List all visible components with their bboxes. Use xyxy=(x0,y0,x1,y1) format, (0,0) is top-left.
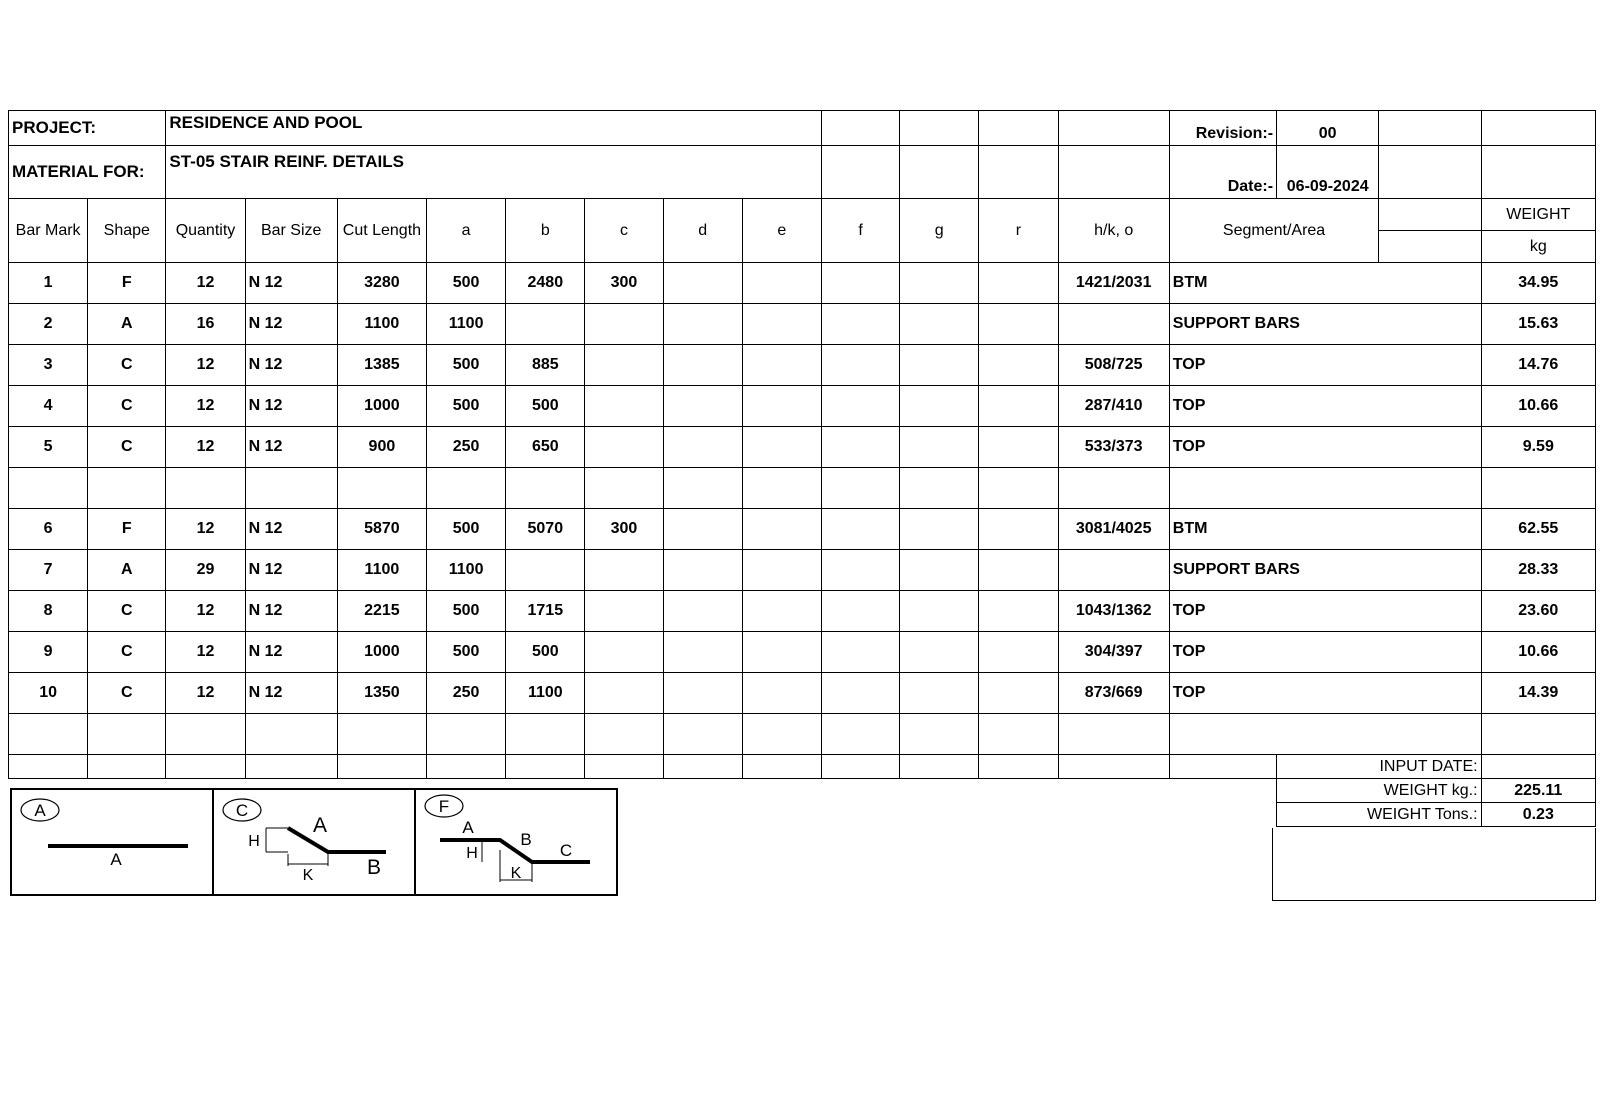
cell-cut: 1000 xyxy=(337,386,426,427)
cell-shape xyxy=(88,468,166,509)
cell-qty xyxy=(166,714,245,755)
shape-c-label-a: A xyxy=(312,814,328,837)
cell-r xyxy=(979,591,1058,632)
col-cut-length: Cut Length xyxy=(337,199,426,263)
cell-r xyxy=(979,427,1058,468)
material-label: MATERIAL FOR: xyxy=(9,146,166,199)
input-date-row xyxy=(9,755,1596,779)
cell-size: N 12 xyxy=(245,386,337,427)
material-row xyxy=(9,146,1596,199)
col-c: c xyxy=(585,199,663,263)
col-b: b xyxy=(506,199,585,263)
cell-b xyxy=(506,468,585,509)
cell-d xyxy=(663,550,742,591)
cell-mark: 2 xyxy=(9,304,88,345)
cell-weight xyxy=(1481,714,1595,755)
cell-weight: 15.63 xyxy=(1481,304,1595,345)
shape-c-label-h: H xyxy=(248,833,260,850)
cell-qty: 12 xyxy=(166,591,245,632)
cell-e xyxy=(742,304,821,345)
cell-cut: 1350 xyxy=(337,673,426,714)
cell-d xyxy=(663,468,742,509)
column-header-row xyxy=(9,199,1596,231)
cell-r xyxy=(979,632,1058,673)
cell-segment: SUPPORT BARS xyxy=(1169,304,1481,345)
shape-f-label-b: B xyxy=(520,830,532,849)
shape-f-label-h: H xyxy=(466,845,478,862)
cell-a: 500 xyxy=(427,345,506,386)
cell-hk: 873/669 xyxy=(1058,673,1169,714)
cell-r xyxy=(979,263,1058,304)
cell-segment xyxy=(1169,714,1481,755)
cell-c xyxy=(585,714,663,755)
cell-f xyxy=(821,304,899,345)
shape-a-label-a: A xyxy=(110,850,122,869)
cell-r xyxy=(979,509,1058,550)
shape-c-diagram xyxy=(212,788,416,896)
cell-weight: 34.95 xyxy=(1481,263,1595,304)
shape-f-label-a: A xyxy=(462,818,474,837)
summary-notes-box xyxy=(1272,828,1596,901)
table-row xyxy=(9,550,1596,591)
cell-qty xyxy=(166,468,245,509)
cell-segment xyxy=(1169,468,1481,509)
cell-r xyxy=(979,714,1058,755)
cell-g xyxy=(900,263,979,304)
cell-r xyxy=(979,673,1058,714)
cell-c xyxy=(585,427,663,468)
cell-f xyxy=(821,591,899,632)
cell-b: 1715 xyxy=(506,591,585,632)
col-segment-area: Segment/Area xyxy=(1169,199,1379,263)
cell-e xyxy=(742,345,821,386)
cell-d xyxy=(663,714,742,755)
table-row xyxy=(9,632,1596,673)
shape-f-label-c: C xyxy=(559,841,573,860)
cell-shape: A xyxy=(88,304,166,345)
weight-kg-label: WEIGHT kg.: xyxy=(1277,779,1482,803)
cell-hk xyxy=(1058,550,1169,591)
table-row xyxy=(9,468,1596,509)
cell-a: 1100 xyxy=(427,304,506,345)
col-shape: Shape xyxy=(88,199,166,263)
cell-weight: 62.55 xyxy=(1481,509,1595,550)
cell-shape: A xyxy=(88,550,166,591)
cell-d xyxy=(663,386,742,427)
cell-d xyxy=(663,509,742,550)
cell-a xyxy=(427,714,506,755)
cell-segment: TOP xyxy=(1169,591,1481,632)
cell-shape: C xyxy=(88,345,166,386)
cell-d xyxy=(663,427,742,468)
material-value: ST-05 STAIR REINF. DETAILS xyxy=(166,146,822,199)
revision-label: Revision:- xyxy=(1169,111,1276,146)
col-hk-o: h/k, o xyxy=(1058,199,1169,263)
cell-cut: 1000 xyxy=(337,632,426,673)
cell-c xyxy=(585,632,663,673)
shape-a-diagram xyxy=(10,788,214,896)
cell-size: N 12 xyxy=(245,427,337,468)
cell-d xyxy=(663,263,742,304)
cell-weight xyxy=(1481,468,1595,509)
col-r: r xyxy=(979,199,1058,263)
cell-segment: TOP xyxy=(1169,632,1481,673)
cell-f xyxy=(821,509,899,550)
shape-f-tag: F xyxy=(438,797,450,816)
cell-d xyxy=(663,632,742,673)
cell-g xyxy=(900,714,979,755)
cell-size: N 12 xyxy=(245,673,337,714)
project-row xyxy=(9,111,1596,146)
cell-a: 500 xyxy=(427,632,506,673)
col-bar-size: Bar Size xyxy=(245,199,337,263)
revision-value: 00 xyxy=(1277,111,1379,146)
date-label: Date:- xyxy=(1169,146,1276,199)
cell-shape: C xyxy=(88,673,166,714)
col-weight-unit: kg xyxy=(1481,231,1595,263)
cell-shape: C xyxy=(88,591,166,632)
cell-e xyxy=(742,591,821,632)
cell-f xyxy=(821,714,899,755)
input-date-label: INPUT DATE: xyxy=(1277,755,1482,779)
table-row xyxy=(9,263,1596,304)
cell-hk xyxy=(1058,714,1169,755)
shape-c-label-k: K xyxy=(302,867,314,884)
cell-shape: F xyxy=(88,263,166,304)
cell-segment: SUPPORT BARS xyxy=(1169,550,1481,591)
cell-weight: 14.39 xyxy=(1481,673,1595,714)
cell-e xyxy=(742,468,821,509)
shape-c-tag: C xyxy=(235,801,249,820)
cell-mark: 5 xyxy=(9,427,88,468)
cell-weight: 10.66 xyxy=(1481,632,1595,673)
cell-hk: 1421/2031 xyxy=(1058,263,1169,304)
cell-g xyxy=(900,345,979,386)
cell-segment: TOP xyxy=(1169,345,1481,386)
table-row xyxy=(9,673,1596,714)
cell-b: 885 xyxy=(506,345,585,386)
col-g: g xyxy=(900,199,979,263)
col-weight: WEIGHT xyxy=(1481,199,1595,231)
cell-r xyxy=(979,386,1058,427)
cell-qty: 29 xyxy=(166,550,245,591)
cell-shape xyxy=(88,714,166,755)
cell-c xyxy=(585,468,663,509)
shape-c-label-b: B xyxy=(366,856,382,879)
shape-f-diagram xyxy=(414,788,618,896)
cell-e xyxy=(742,550,821,591)
cell-c xyxy=(585,345,663,386)
cell-a: 500 xyxy=(427,591,506,632)
project-label: PROJECT: xyxy=(9,111,166,146)
cell-g xyxy=(900,427,979,468)
cell-weight: 9.59 xyxy=(1481,427,1595,468)
cell-shape: C xyxy=(88,427,166,468)
cell-g xyxy=(900,591,979,632)
cell-qty: 12 xyxy=(166,673,245,714)
cell-mark: 8 xyxy=(9,591,88,632)
cell-cut: 1385 xyxy=(337,345,426,386)
cell-weight: 10.66 xyxy=(1481,386,1595,427)
shape-legend xyxy=(10,788,616,894)
cell-d xyxy=(663,345,742,386)
cell-b xyxy=(506,550,585,591)
date-value: 06-09-2024 xyxy=(1277,146,1379,199)
cell-cut: 1100 xyxy=(337,304,426,345)
cell-f xyxy=(821,263,899,304)
weight-tons-value: 0.23 xyxy=(1481,803,1595,827)
cell-g xyxy=(900,632,979,673)
cell-segment: BTM xyxy=(1169,263,1481,304)
cell-size: N 12 xyxy=(245,509,337,550)
cell-f xyxy=(821,632,899,673)
cell-mark: 10 xyxy=(9,673,88,714)
cell-r xyxy=(979,468,1058,509)
table-row xyxy=(9,591,1596,632)
cell-f xyxy=(821,550,899,591)
cell-c: 300 xyxy=(585,509,663,550)
table-row xyxy=(9,386,1596,427)
cell-g xyxy=(900,468,979,509)
cell-b xyxy=(506,304,585,345)
cell-cut xyxy=(337,714,426,755)
cell-hk: 1043/1362 xyxy=(1058,591,1169,632)
cell-cut: 1100 xyxy=(337,550,426,591)
cell-qty: 12 xyxy=(166,345,245,386)
cell-cut xyxy=(337,468,426,509)
cell-mark: 7 xyxy=(9,550,88,591)
weight-tons-label: WEIGHT Tons.: xyxy=(1277,803,1482,827)
cell-cut: 2215 xyxy=(337,591,426,632)
cell-mark: 6 xyxy=(9,509,88,550)
cell-b: 500 xyxy=(506,632,585,673)
cell-f xyxy=(821,386,899,427)
cell-size: N 12 xyxy=(245,550,337,591)
shape-a-tag: A xyxy=(34,801,46,820)
cell-a: 500 xyxy=(427,386,506,427)
cell-hk: 304/397 xyxy=(1058,632,1169,673)
cell-size: N 12 xyxy=(245,632,337,673)
col-f: f xyxy=(821,199,899,263)
bar-schedule-table xyxy=(8,110,1596,827)
cell-a: 250 xyxy=(427,673,506,714)
cell-b: 2480 xyxy=(506,263,585,304)
cell-mark: 3 xyxy=(9,345,88,386)
project-value: RESIDENCE AND POOL xyxy=(166,111,822,146)
cell-g xyxy=(900,386,979,427)
col-e: e xyxy=(742,199,821,263)
cell-r xyxy=(979,550,1058,591)
cell-cut: 5870 xyxy=(337,509,426,550)
cell-hk: 508/725 xyxy=(1058,345,1169,386)
cell-c xyxy=(585,591,663,632)
cell-r xyxy=(979,345,1058,386)
cell-shape: C xyxy=(88,632,166,673)
cell-hk: 3081/4025 xyxy=(1058,509,1169,550)
cell-segment: TOP xyxy=(1169,427,1481,468)
table-row xyxy=(9,427,1596,468)
cell-mark: 1 xyxy=(9,263,88,304)
cell-segment: TOP xyxy=(1169,673,1481,714)
cell-c xyxy=(585,304,663,345)
cell-a: 1100 xyxy=(427,550,506,591)
cell-b: 5070 xyxy=(506,509,585,550)
cell-c xyxy=(585,386,663,427)
cell-qty: 12 xyxy=(166,632,245,673)
cell-f xyxy=(821,673,899,714)
cell-cut: 900 xyxy=(337,427,426,468)
cell-size: N 12 xyxy=(245,591,337,632)
cell-a: 250 xyxy=(427,427,506,468)
col-d: d xyxy=(663,199,742,263)
cell-d xyxy=(663,673,742,714)
cell-f xyxy=(821,468,899,509)
cell-c xyxy=(585,673,663,714)
cell-d xyxy=(663,591,742,632)
cell-c xyxy=(585,550,663,591)
cell-weight: 28.33 xyxy=(1481,550,1595,591)
cell-cut: 3280 xyxy=(337,263,426,304)
cell-segment: BTM xyxy=(1169,509,1481,550)
cell-weight: 14.76 xyxy=(1481,345,1595,386)
cell-f xyxy=(821,427,899,468)
table-row xyxy=(9,714,1596,755)
shape-f-label-k: K xyxy=(510,865,522,882)
cell-qty: 12 xyxy=(166,509,245,550)
col-a: a xyxy=(427,199,506,263)
cell-e xyxy=(742,386,821,427)
cell-e xyxy=(742,509,821,550)
cell-size xyxy=(245,468,337,509)
cell-qty: 12 xyxy=(166,427,245,468)
cell-mark: 9 xyxy=(9,632,88,673)
cell-b: 500 xyxy=(506,386,585,427)
cell-e xyxy=(742,673,821,714)
col-quantity: Quantity xyxy=(166,199,245,263)
cell-segment: TOP xyxy=(1169,386,1481,427)
weight-kg-value: 225.11 xyxy=(1481,779,1595,803)
cell-a xyxy=(427,468,506,509)
cell-e xyxy=(742,714,821,755)
cell-shape: C xyxy=(88,386,166,427)
cell-shape: F xyxy=(88,509,166,550)
cell-qty: 16 xyxy=(166,304,245,345)
cell-size: N 12 xyxy=(245,304,337,345)
cell-g xyxy=(900,673,979,714)
cell-e xyxy=(742,427,821,468)
cell-b: 1100 xyxy=(506,673,585,714)
input-date-value xyxy=(1481,755,1595,779)
cell-g xyxy=(900,304,979,345)
cell-b: 650 xyxy=(506,427,585,468)
cell-qty: 12 xyxy=(166,386,245,427)
cell-hk: 287/410 xyxy=(1058,386,1169,427)
cell-hk xyxy=(1058,304,1169,345)
cell-mark xyxy=(9,468,88,509)
cell-f xyxy=(821,345,899,386)
cell-e xyxy=(742,263,821,304)
cell-b xyxy=(506,714,585,755)
cell-g xyxy=(900,550,979,591)
cell-size: N 12 xyxy=(245,345,337,386)
cell-a: 500 xyxy=(427,263,506,304)
cell-mark: 4 xyxy=(9,386,88,427)
cell-g xyxy=(900,509,979,550)
cell-e xyxy=(742,632,821,673)
cell-size: N 12 xyxy=(245,263,337,304)
cell-qty: 12 xyxy=(166,263,245,304)
cell-r xyxy=(979,304,1058,345)
cell-d xyxy=(663,304,742,345)
table-row xyxy=(9,509,1596,550)
cell-hk xyxy=(1058,468,1169,509)
cell-a: 500 xyxy=(427,509,506,550)
col-bar-mark: Bar Mark xyxy=(9,199,88,263)
table-row xyxy=(9,304,1596,345)
cell-hk: 533/373 xyxy=(1058,427,1169,468)
cell-size xyxy=(245,714,337,755)
cell-c: 300 xyxy=(585,263,663,304)
cell-mark xyxy=(9,714,88,755)
table-row xyxy=(9,345,1596,386)
cell-weight: 23.60 xyxy=(1481,591,1595,632)
